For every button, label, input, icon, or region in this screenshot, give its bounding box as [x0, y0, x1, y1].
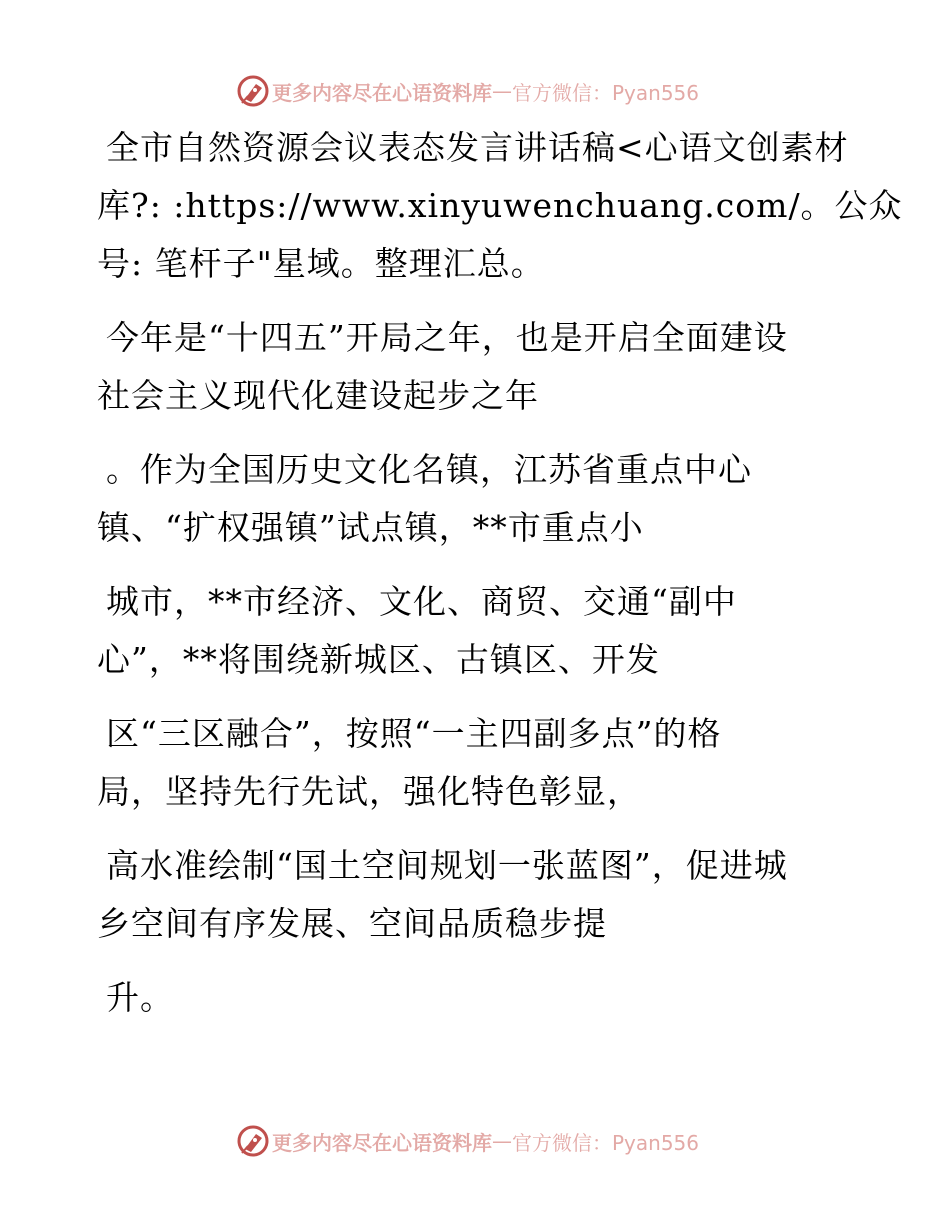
- body-line: 城市，**市经济、文化、商贸、交通“副中: [106, 582, 737, 621]
- banner-text: 更多内容尽在心语资料库: [272, 1130, 492, 1155]
- banner-separator: —: [492, 79, 512, 103]
- body-line: 。作为全国历史文化名镇，江苏省重点中心: [106, 450, 752, 489]
- body-line: 高水准绘制“国土空间规划一张蓝图”，促进城: [106, 846, 788, 885]
- body-line: 今年是“十四五”开局之年，也是开启全面建设: [106, 318, 788, 357]
- body-line: 镇、“扩权强镇”试点镇，**市重点小: [97, 508, 644, 547]
- banner-wechat: 官方微信：Pyan556: [512, 1130, 700, 1155]
- footer-banner: [236, 1124, 699, 1158]
- pen-nib-logo-icon: [236, 1124, 270, 1158]
- body-line: 区“三区融合”，按照“一主四副多点”的格: [106, 714, 722, 753]
- body-line: 社会主义现代化建设起步之年: [97, 376, 539, 415]
- banner-separator: —: [492, 1129, 512, 1153]
- body-line: 乡空间有序发展、空间品质稳步提: [97, 904, 607, 943]
- body-line: 局，坚持先行先试，强化特色彰显，: [97, 772, 641, 811]
- banner-text: 更多内容尽在心语资料库: [272, 80, 492, 105]
- body-line: 升。: [106, 978, 174, 1017]
- body-line: 心”，**将围绕新城区、古镇区、开发: [97, 640, 660, 679]
- body-line: 库?: :https://www.xinyuwenchuang.com/。公众: [97, 186, 903, 225]
- body-line: 号: 笔杆子"星域。整理汇总。: [97, 244, 545, 283]
- banner-wechat: 官方微信：Pyan556: [512, 80, 700, 105]
- body-line: 全市自然资源会议表态发言讲话稿<心语文创素材: [106, 128, 849, 167]
